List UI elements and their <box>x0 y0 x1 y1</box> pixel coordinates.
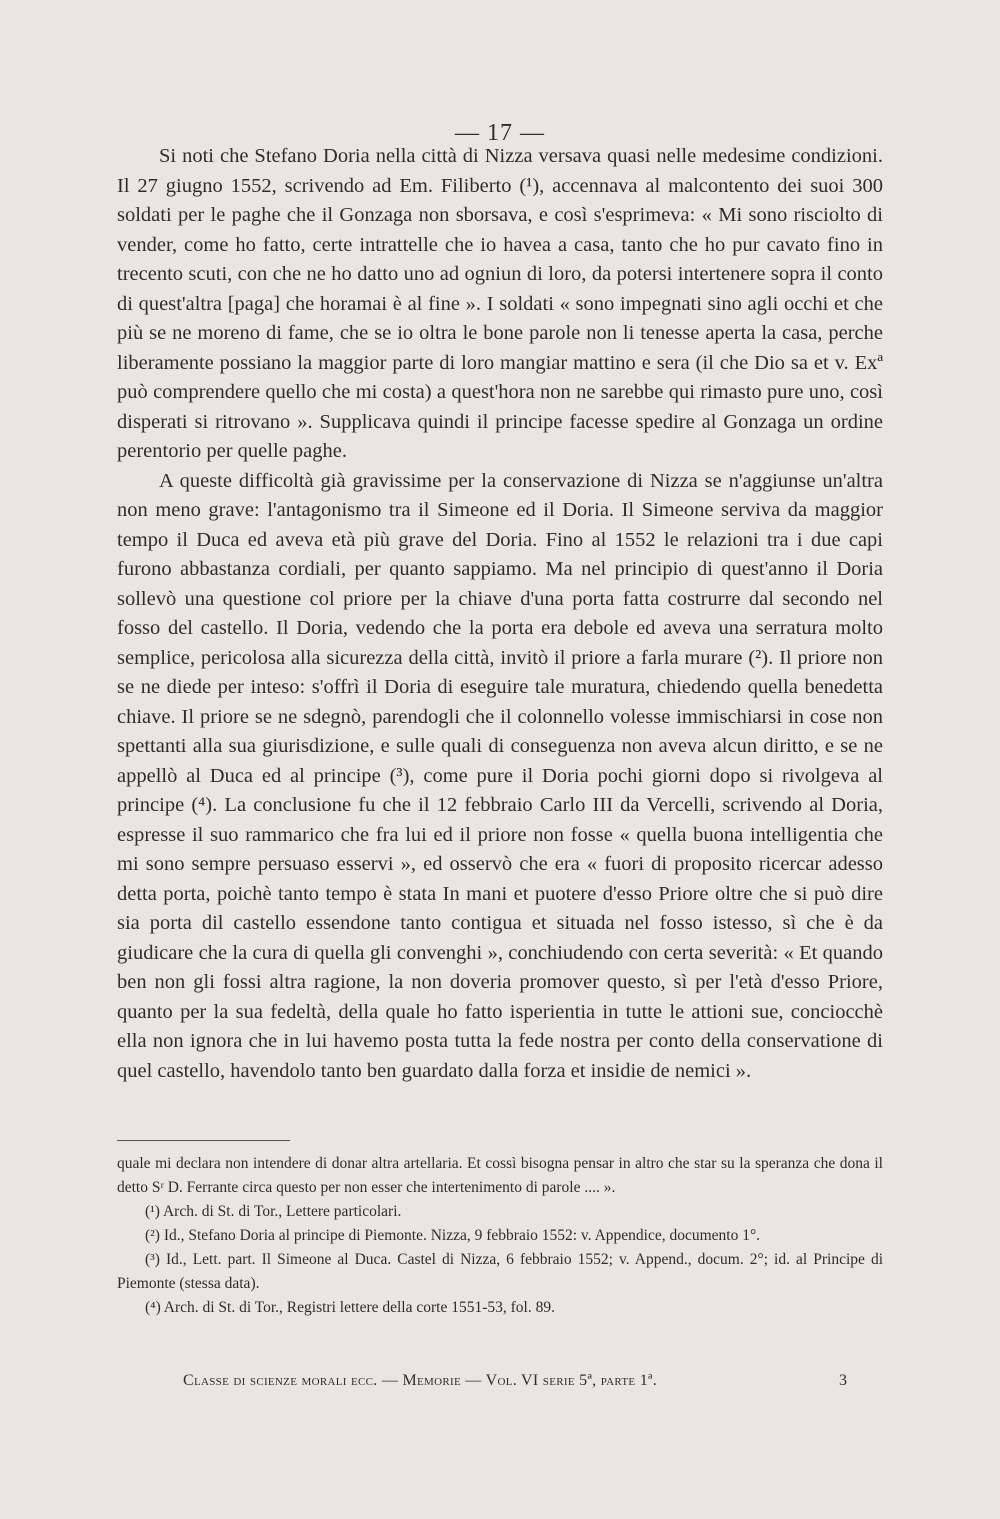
footnotes <box>117 1152 883 1320</box>
footnote: (¹) Arch. di St. di Tor., Lettere particolari. <box>145 1203 402 1220</box>
paragraph: Si noti che Stefano Doria nella città di Nizza versava quasi nelle medesime condizioni. Il 27 giugno 1552, scrivendo ad Em. Filiberto (¹), accennava al malcontento dei suoi 300 soldati per le paghe che il Gonzaga non sborsava, e così s'esprimeva: « Mi sono risciolto di vender, come ho fatto, certe intrattelle che io havea a casa, tanto che ho pur cavato fino in trecento scuti, con che ne ho datto uno ad ogniun di loro, da potersi intertenere sopra il conto di quest'altra [paga] che horamai è al fine ». I soldati « sono impegnati sino agli occhi et che più se ne moreno di fame, che se io oltra le bone parole non li tenesse aperta la casa, perche liberamente possiano la maggior parte di loro mangiar mattino e sera (il che Dio sa et v. Exª può comprendere quello che mi costa) a quest'hora non ne sarebbe qui rimasto pure uno, così disperati si ritrovano ». Supplicava quindi il principe facesse spedire al Gonzaga un ordine perentorio per quelle paghe. <box>117 145 883 462</box>
sheet-number: 3 <box>839 1372 847 1389</box>
footnote: (⁴) Arch. di St. di Tor., Registri lettere della corte 1551-53, fol. 89. <box>145 1299 555 1316</box>
footnote: (³) Id., Lett. part. Il Simeone al Duca. Castel di Nizza, 6 febbraio 1552; v. Append., docum. 2°; id. al Principe di Piemonte (stessa data). <box>117 1251 883 1292</box>
page-number: — 17 — <box>455 120 545 146</box>
paragraph: A queste difficoltà già gravissime per la conservazione di Nizza se n'aggiunse un'altra non meno grave: l'antagonismo tra il Simeone ed il Doria. Il Simeone serviva da maggior tempo il Duca ed aveva età più grave del Doria. Fino al 1552 le relazioni tra i due capi furono abbastanza cordiali, per quanto sappiamo. Ma nel principio di quest'anno il Doria sollevò una questione col priore per la chiave d'una porta fatta costrurre dal secondo nel fosso del castello. Il Doria, vedendo che la porta era debole ed aveva una serratura molto semplice, pericolosa alla sicurezza della città, invitò il priore a farla murare (²). Il priore non se ne diede per inteso: s'offrì il Doria di eseguire tale muratura, chiedendo quella benedetta chiave. Il priore se ne sdegnò, parendogli che il colonnello volesse immischiarsi in cose non spettanti alla sua giurisdizione, e sulle quali di conseguenza non aveva alcun diritto, e se ne appellò al Duca ed al principe (³), come pure il Doria pochi giorni dopo si rivolgeva al principe (⁴). La conclusione fu che il 12 febbraio Carlo III da Vercelli, scrivendo al Doria, espresse il suo rammarico che fra lui ed il priore non fosse « quella buona intelligentia che mi sono sempre persuaso esservi », ed osservò che era « fuori di proposito ricercar adesso detta porta, poichè tanto tempo è stata In mani et puotere d'esso Priore oltre che si può dire sia porta dil castello essendone tanto contigua et situada nel fosso istesso, sì che è da giudicare che la cura di quella gli convenghi », conchiudendo con certa severità: « Et quando ben non gli fossi altra ragione, la non doveria promover questo, sì per l'età d'esso Priore, quanto per la sua fedeltà, della quale ho fatto isperientia in tutte le attioni sue, conciocchè ella non ignora che in lui havemo posta tutta la fede nostra per conto della conservatione di quel castello, havendolo tanto ben guardato dalla forza et insidie de nemici ». <box>117 469 883 1082</box>
footnote-separator <box>117 1140 290 1141</box>
main-text <box>117 142 883 1086</box>
footer-series-title: Classe di scienze morali ecc. — Memorie — Vol. VI serie 5ª, parte 1ª. <box>183 1372 658 1389</box>
page-footer <box>117 1372 883 1390</box>
footnote: (²) Id., Stefano Doria al principe di Piemonte. Nizza, 9 febbraio 1552: v. Appendice, documento 1°. <box>145 1227 761 1244</box>
footnote-continuation: quale mi declara non intendere di donar altra artellaria. Et cossì bisogna pensar in altro che star su la speranza che dona il detto Sʳ D. Ferrante circa questo per non esser che intertenimento di parole .... ». <box>117 1155 883 1196</box>
